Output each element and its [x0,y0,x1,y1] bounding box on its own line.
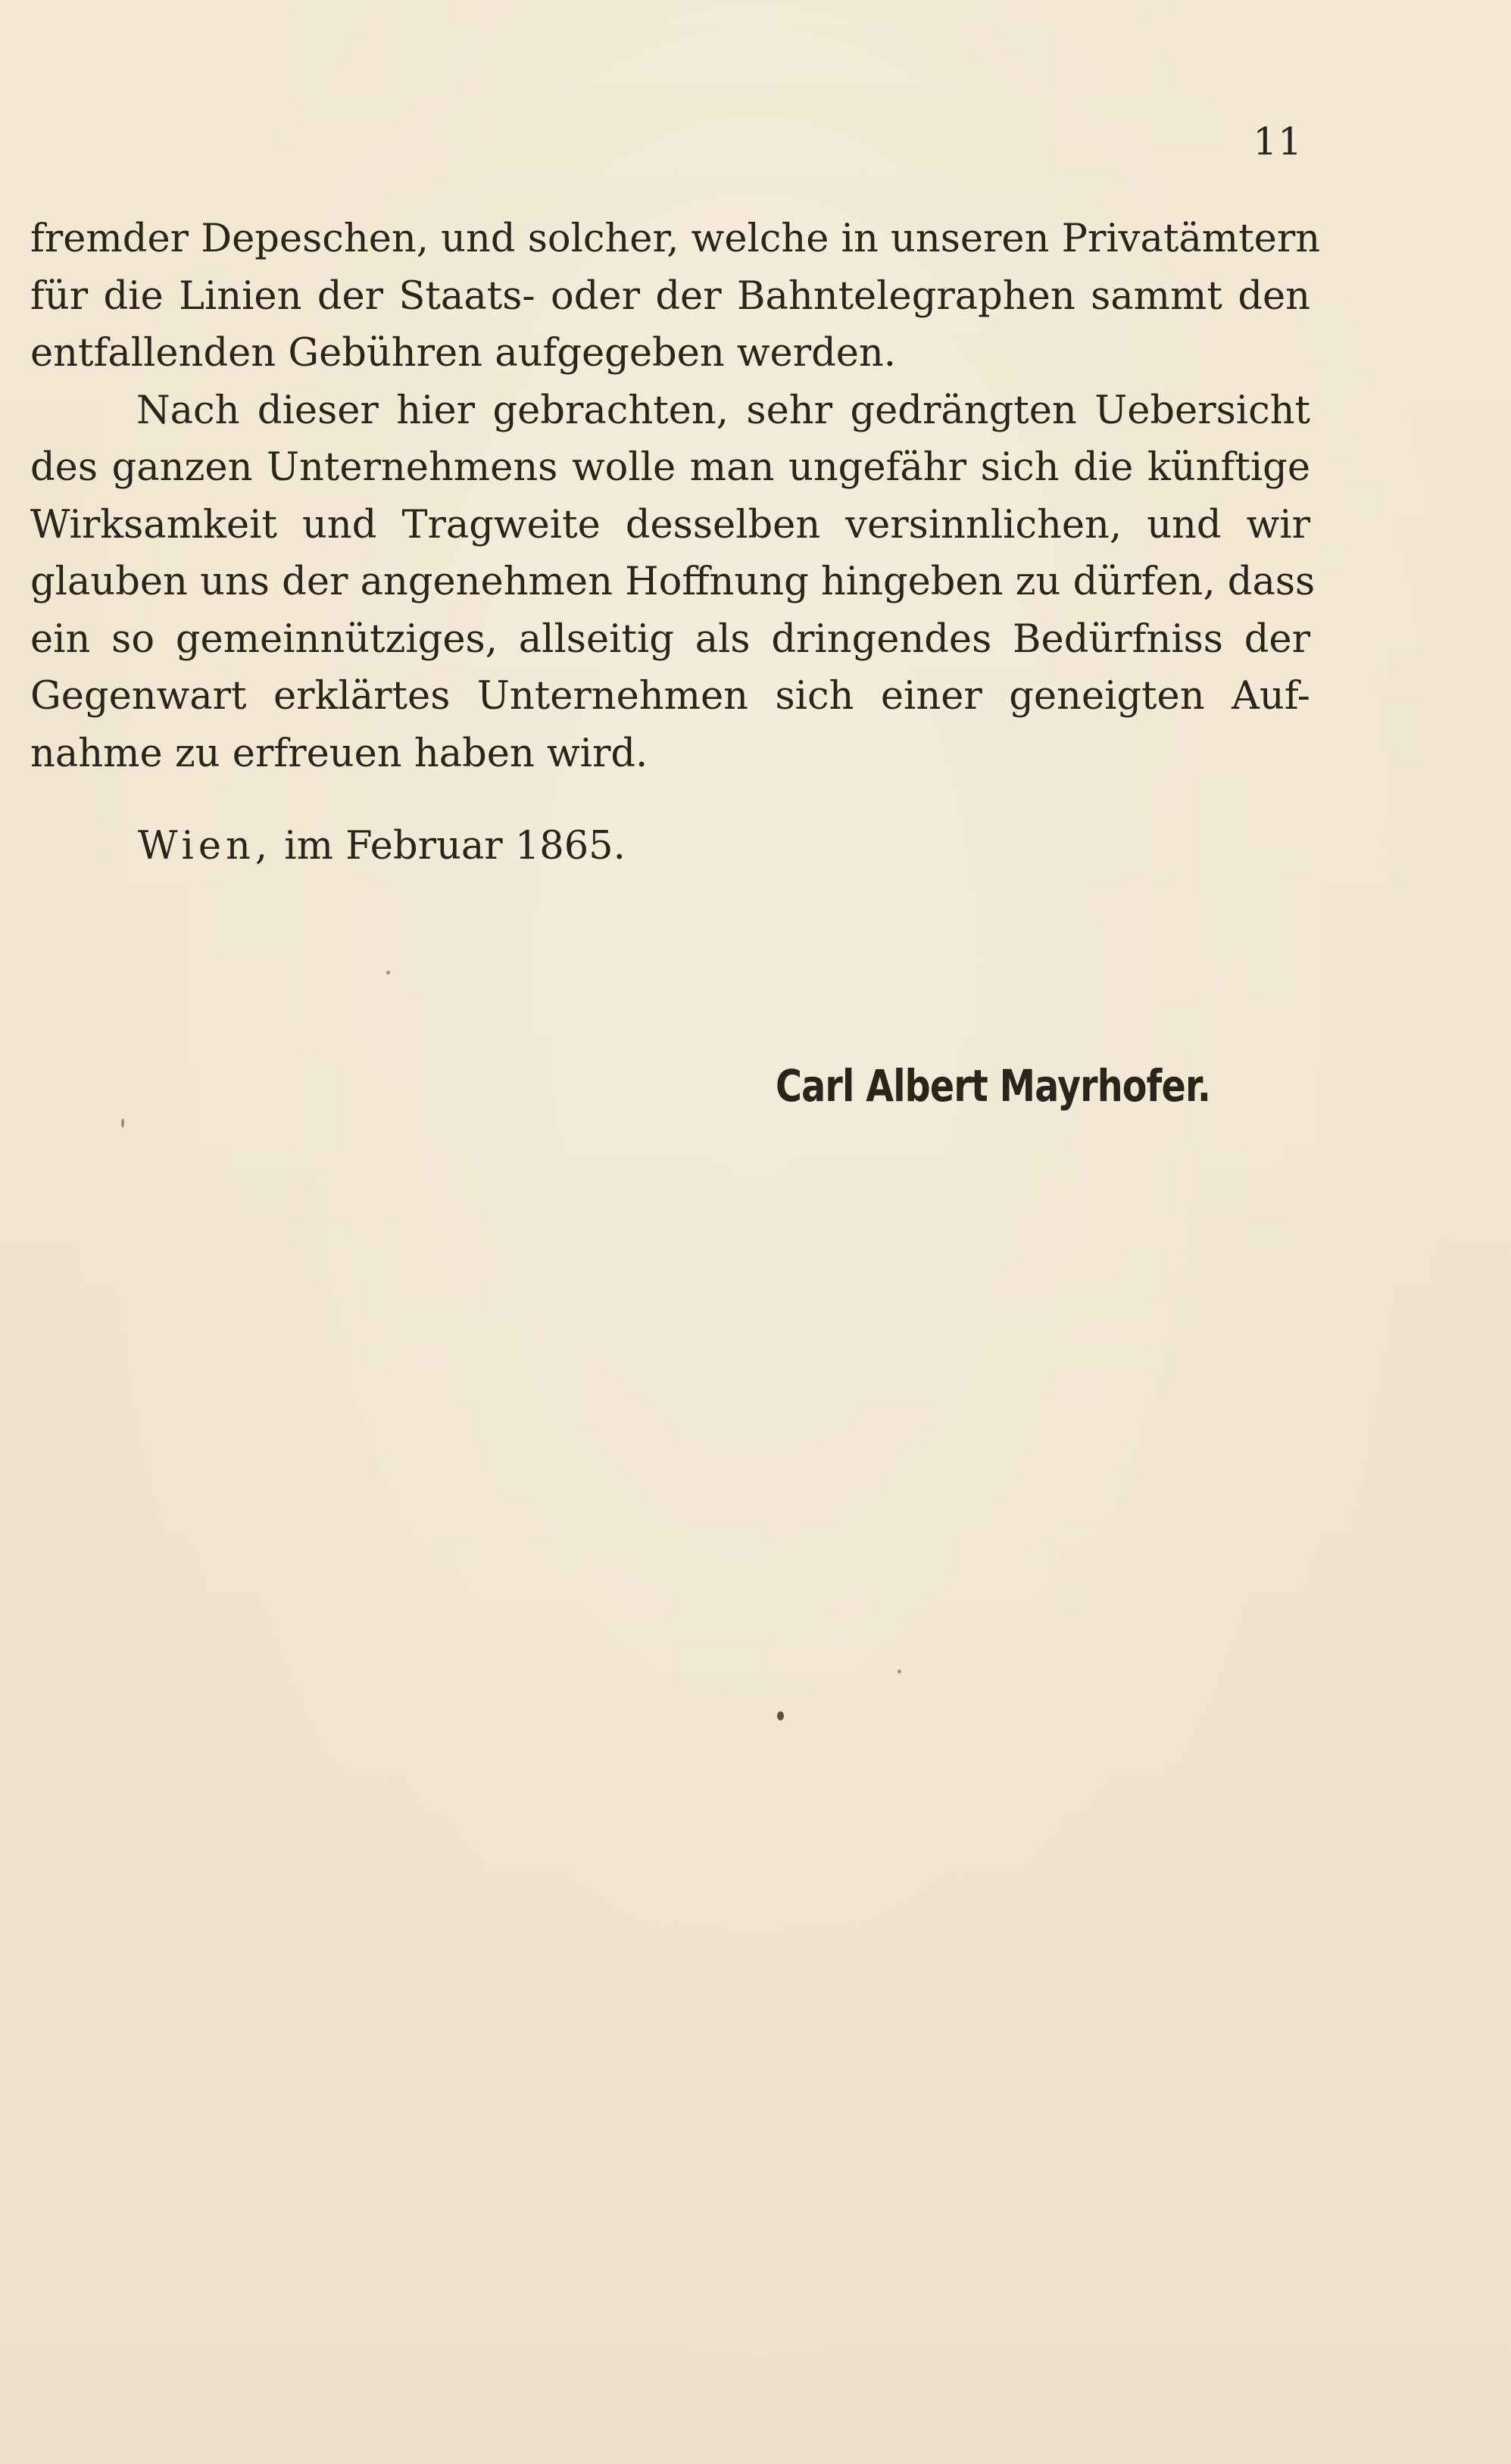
print-speck [777,1711,784,1720]
text-line: Wirksamkeit und Tragweite desselben versinnlichen, und wir [30,502,1310,547]
text-line: des ganzen Unternehmens wolle man ungefähr sich die künftige [30,445,1310,490]
text-line: fremder Depeschen, und solcher, welche in unseren Privatämtern [30,217,1321,261]
text-line: Gegenwart erklärtes Unternehmen sich einer geneigten Auf- [30,674,1310,719]
date-text: im Februar 1865. [272,824,626,869]
text-line: nahme zu erfreuen haben wird. [30,731,648,776]
text-line: entfallenden Gebühren aufgegeben werden. [30,331,896,376]
date-place: Wien, [138,824,273,869]
text-line: glauben uns der angenehmen Hoffnung hingeben zu dürfen, dass [30,560,1316,604]
text-line: ein so gemeinnütziges, allseitig als dringendes Bedürfniss der [30,616,1310,662]
signature: Carl Albert Mayrhofer. [776,1060,1211,1112]
print-speck [386,971,390,975]
text-line: für die Linien der Staats- oder der Bahntelegraphen sammt den [30,273,1310,319]
print-speck [898,1670,901,1673]
date-line [138,818,626,875]
print-speck [121,1118,124,1128]
body-text [30,211,1321,782]
page-number: 11 [1253,120,1303,164]
text-line: Nach dieser hier gebrachten, sehr gedrängten Uebersicht [136,388,1310,433]
